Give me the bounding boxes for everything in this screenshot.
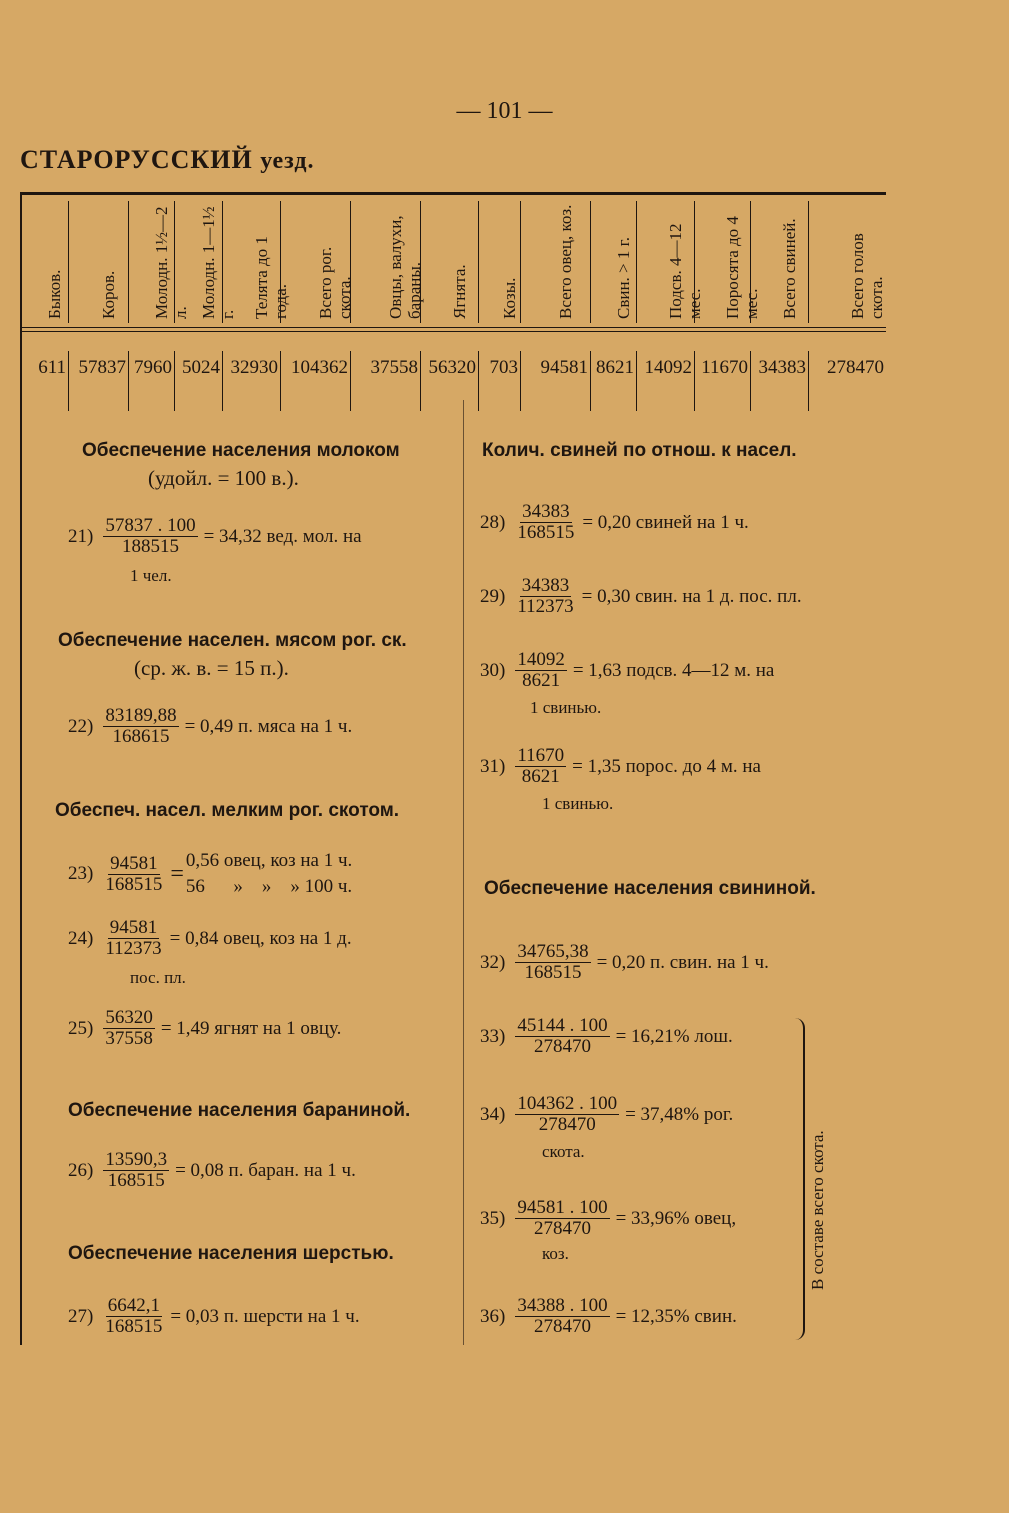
formula-33: 33) $\frac{45144 . 100}{278470}$ = 16,21% лош. [480,1015,733,1057]
brace-bracket [793,1018,805,1340]
formula-34-cont: скота. [542,1142,585,1161]
table-value: 5024 [182,357,220,378]
table-value: 8621 [596,357,634,378]
table-value: 94581 [540,357,588,378]
table-header-cell [222,201,290,323]
table-header-cell [750,201,809,323]
table-value-cell [280,351,350,411]
section-small-stock-title: Обеспеч. насел. мелким рог. скотом. [55,800,400,821]
livestock-table [20,192,886,405]
table-header-cell [520,201,591,323]
table-header-cell [174,201,237,323]
table-header-cell [420,201,479,323]
formula-32: 32) $\frac{34765,38}{168515}$ = 0,20 п. свин. на 1 ч. [480,941,769,983]
table-header-cell [590,201,637,323]
table-header-label: Овцы, валухи, бараны. [386,215,424,319]
table-value: 7960 [134,357,172,378]
formula-36: 36) $\frac{34388 . 100}{278470}$ = 12,35% свин. [480,1295,737,1337]
formula-24-cont: пос. пл. [130,968,186,987]
formula-30-cont: 1 свинью. [530,698,602,717]
table-header-cell [128,201,190,323]
table-value: 14092 [644,357,692,378]
formula-34: 34) $\frac{104362 . 100}{278470}$ = 37,48% рог. [480,1093,734,1135]
table-header-label: Ягнята. [450,264,469,319]
section-mutton-title: Обеспечение населения бараниной. [68,1100,411,1121]
table-value-cell [694,351,750,411]
table-header-cell [478,201,521,323]
table-value-cell [20,351,68,411]
side-label-total-stock: В составе всего скота. [808,1130,827,1290]
table-value-cell [520,351,590,411]
table-header-label: Свин. > 1 г. [614,237,633,319]
formula-35-cont: коз. [542,1244,569,1263]
page-number: — 101 — [456,98,553,124]
table-value: 703 [489,357,518,378]
section-meat-title: Обеспечение населен. мясом рог. ск. [58,630,407,651]
table-value: 37558 [370,357,418,378]
table-header-label: Поросята до 4 мес. [723,216,761,319]
header-rule [20,331,886,332]
table-value: 11670 [701,357,748,378]
table-value: 56320 [428,357,476,378]
table-value: 278470 [827,357,884,378]
table-header-label: Всего рог. скота. [316,246,354,319]
table-value: 32930 [230,357,278,378]
table-value: 34383 [758,357,806,378]
table-value-cell [128,351,174,411]
table-value: 104362 [291,357,348,378]
district-title [20,145,315,175]
table-header-cell [20,201,69,323]
table-header-cell [68,201,129,323]
table-value-cell [68,351,128,411]
formula-26: 26) $\frac{13590,3}{168515}$ = 0,08 п. баран. на 1 ч. [68,1149,356,1191]
table-value-cell [750,351,808,411]
formula-21-cont: 1 чел. [130,566,172,585]
table-header-cell [808,201,887,323]
table-value: 611 [38,357,66,378]
table-header-label: Молодн. 1½—2 л. [152,206,190,319]
table-header-label: Всего овец, коз. [556,204,575,319]
formula-31: 31) $\frac{11670}{8621}$ = 1,35 порос. до 4 м. на [480,745,761,787]
column-divider [463,400,464,1345]
table-header-label: Телята до 1 года. [252,236,290,319]
table-header-label: Козы. [500,277,519,319]
formula-23: 23) $\frac{94581}{168515}$ = 0,56 овец, коз на 1 ч. 56 » » » 100 ч. [68,850,353,897]
section-wool-title: Обеспечение населения шерстью. [68,1243,394,1264]
table-value-cell [420,351,478,411]
table-header-label: Быков. [45,269,64,319]
table-header-label: Коров. [99,270,118,319]
table-header-label: Подсв. 4—12 мес. [666,223,704,319]
formula-29: 29) $\frac{34383}{112373}$ = 0,30 свин. на 1 д. пос. пл. [480,575,802,617]
section-meat-sub: (ср. ж. в. = 15 п.). [134,656,289,680]
formula-21: 21) $\frac{57837 . 100}{188515}$ = 34,32 вед. мол. на [68,515,362,557]
table-value-cell [174,351,222,411]
table-header-cell [694,201,761,323]
table-value-cell [222,351,280,411]
table-value-cell [808,351,886,411]
table-value-cell [590,351,636,411]
table-header-cell [280,201,354,323]
header-rule [20,327,886,328]
formula-30: 30) $\frac{14092}{8621}$ = 1,63 подсв. 4—12 м. на [480,649,775,691]
section-milk-sub: (удойл. = 100 в.). [148,466,299,490]
table-value-cell [636,351,694,411]
formula-31-cont: 1 свинью. [542,794,614,813]
district-suffix: уезд. [260,148,315,174]
table-value-cell [350,351,420,411]
formula-35: 35) $\frac{94581 . 100}{278470}$ = 33,96% овец, [480,1197,737,1239]
formula-24: 24) $\frac{94581}{112373}$ = 0,84 овец, коз на 1 д. [68,917,352,959]
section-milk-title: Обеспечение населения молоком [82,440,400,461]
table-value-cell [478,351,520,411]
section-pork-title: Обеспечение населения свининой. [484,878,816,899]
formula-28: 28) $\frac{34383}{168515}$ = 0,20 свиней на 1 ч. [480,501,749,543]
table-header-label: Всего свиней. [780,218,799,319]
formula-22: 22) $\frac{83189,88}{168615}$ = 0,49 п. мяса на 1 ч. [68,705,353,747]
table-header-label: Всего голов скота. [848,233,886,319]
table-header-cell [636,201,704,323]
table-header-cell [350,201,424,323]
table-value: 57837 [78,357,126,378]
formula-27: 27) $\frac{6642,1}{168515}$ = 0,03 п. шерсти на 1 ч. [68,1295,360,1337]
district-name: СТАРОРУССКИЙ [20,145,253,174]
formula-25: 25) $\frac{56320}{37558}$ = 1,49 ягнят на 1 овцу. [68,1007,342,1049]
table-header-label: Молодн. 1—1½ г. [199,206,237,319]
section-pigs-title: Колич. свиней по отнош. к насел. [482,440,797,461]
